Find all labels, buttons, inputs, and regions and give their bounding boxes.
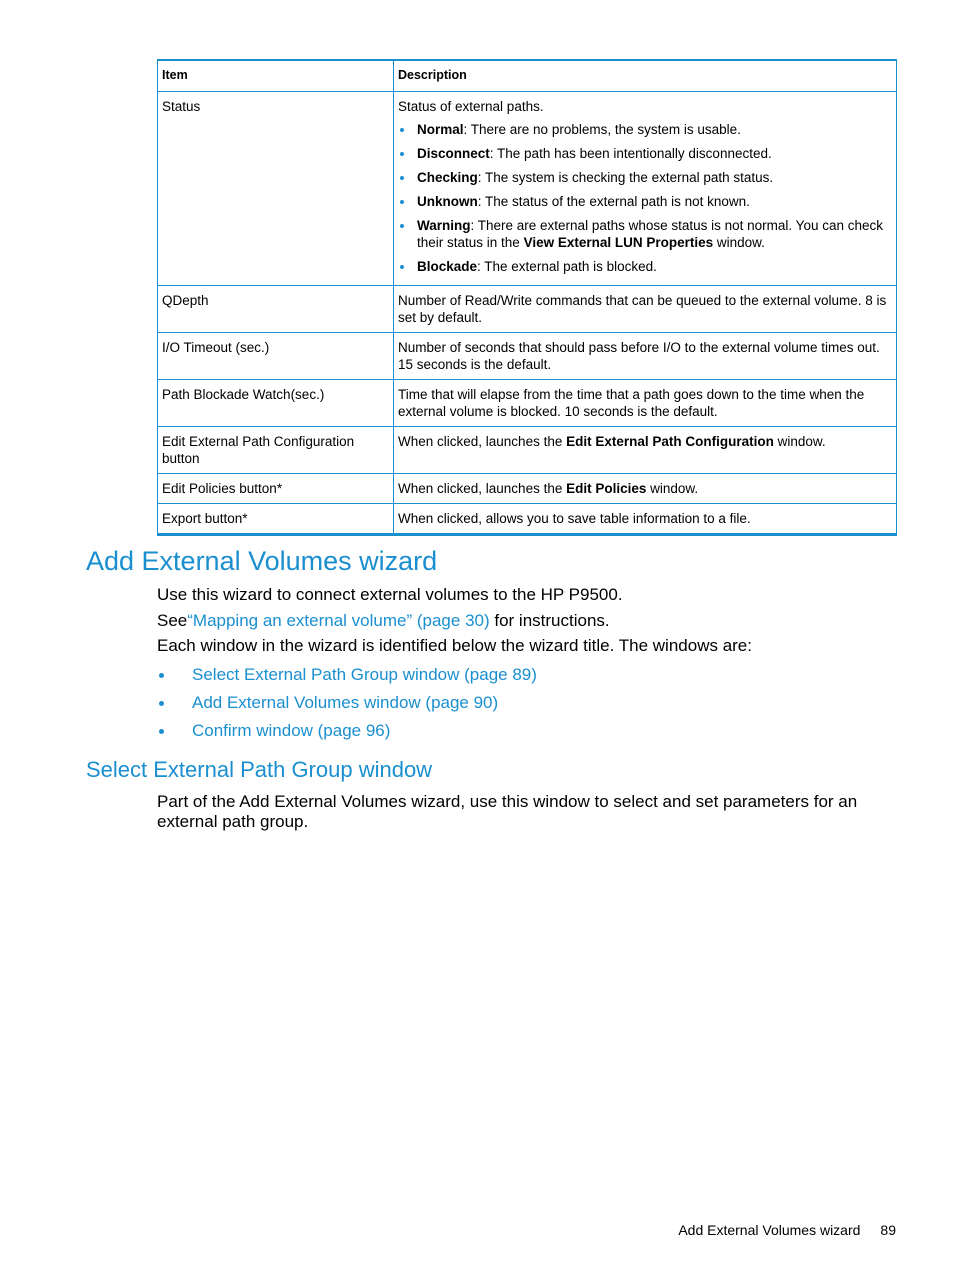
item-cell: Status <box>158 92 394 286</box>
bullet-icon <box>400 200 404 204</box>
status-text: : The path has been intentionally disconnected. <box>489 146 772 161</box>
select-path-group-link[interactable]: Select External Path Group window (page 89) <box>192 665 537 684</box>
status-term: Warning <box>417 218 471 233</box>
table-row <box>158 380 897 427</box>
description-text: window. <box>646 481 699 496</box>
intro-paragraph: Use this wizard to connect external volumes to the HP P9500. <box>157 585 623 604</box>
item-cell: I/O Timeout (sec.) <box>158 333 394 380</box>
list-item <box>398 145 891 162</box>
bullet-icon <box>400 176 404 180</box>
select-path-group-paragraph: Part of the Add External Volumes wizard, use this window to select and set parameters for an external path group. <box>157 792 858 831</box>
section-heading-select-path-group: Select External Path Group window <box>86 757 433 782</box>
table-row <box>158 333 897 380</box>
status-text: window. <box>713 235 765 250</box>
status-text: : The system is checking the external path status. <box>477 170 774 185</box>
bullet-icon <box>400 224 404 228</box>
mapping-volume-link[interactable]: “Mapping an external volume” (page 30) <box>187 611 490 630</box>
bullet-icon <box>159 729 164 734</box>
list-item <box>157 692 537 720</box>
description-cell: Number of Read/Write commands that can be queued to the external volume. 8 is set by default. <box>394 286 897 333</box>
wizard-windows-list <box>157 664 537 748</box>
table-row <box>158 504 897 535</box>
list-item <box>398 169 891 186</box>
table-row <box>158 474 897 504</box>
list-item <box>398 258 891 275</box>
windows-paragraph: Each window in the wizard is identified below the wizard title. The windows are: <box>157 636 752 655</box>
description-intro: Status of external paths. <box>398 99 544 114</box>
status-term: Blockade <box>417 259 478 274</box>
description-cell <box>394 92 897 286</box>
status-term: Disconnect <box>417 146 490 161</box>
list-item <box>398 121 891 138</box>
status-term: Normal <box>417 122 464 137</box>
section-heading-add-external-volumes: Add External Volumes wizard <box>86 546 438 576</box>
window-name: Edit Policies <box>566 481 647 496</box>
item-cell: Edit External Path Configuration button <box>158 427 394 474</box>
footer-section-title: Add External Volumes wizard <box>678 1222 861 1238</box>
column-header-item: Item <box>158 60 394 92</box>
add-volumes-window-link[interactable]: Add External Volumes window (page 90) <box>192 693 499 712</box>
status-text: : The status of the external path is not known. <box>477 194 750 209</box>
list-item <box>398 193 891 210</box>
table-row <box>158 427 897 474</box>
bullet-icon <box>159 701 164 706</box>
bullet-icon <box>159 673 164 678</box>
description-cell <box>394 474 897 504</box>
bullet-icon <box>400 265 404 269</box>
see-paragraph <box>157 611 610 631</box>
table-row <box>158 92 897 286</box>
description-cell <box>394 427 897 474</box>
description-text: When clicked, launches the <box>398 434 567 449</box>
item-cell: Export button* <box>158 504 394 535</box>
description-cell: Number of seconds that should pass before I/O to the external volume times out. 15 seconds is the default. <box>394 333 897 380</box>
status-term: Checking <box>417 170 478 185</box>
column-header-description: Description <box>394 60 897 92</box>
item-cell: QDepth <box>158 286 394 333</box>
table-row <box>158 286 897 333</box>
window-name: View External LUN Properties <box>523 235 714 250</box>
status-list <box>398 121 891 275</box>
description-cell: Time that will elapse from the time that a path goes down to the time when the external volume is blocked. 10 seconds is the default. <box>394 380 897 427</box>
list-item <box>157 720 537 748</box>
description-text: window. <box>773 434 826 449</box>
bullet-icon <box>400 128 404 132</box>
description-cell: When clicked, allows you to save table information to a file. <box>394 504 897 535</box>
status-text: : There are external paths whose status is not normal. You can check their status in the <box>417 218 883 250</box>
status-text: : The external path is blocked. <box>477 259 657 274</box>
status-term: Unknown <box>417 194 478 209</box>
item-cell: Edit Policies button* <box>158 474 394 504</box>
page-footer <box>600 1222 896 1238</box>
description-text: When clicked, launches the <box>398 481 567 496</box>
window-name: Edit External Path Configuration <box>566 434 774 449</box>
list-item <box>398 217 891 251</box>
page-number: 89 <box>880 1222 896 1238</box>
see-prefix: See <box>157 611 188 630</box>
item-cell: Path Blockade Watch(sec.) <box>158 380 394 427</box>
bullet-icon <box>400 152 404 156</box>
item-description-table <box>157 59 897 536</box>
table-header-row <box>158 60 897 92</box>
confirm-window-link[interactable]: Confirm window (page 96) <box>192 721 391 740</box>
status-text: : There are no problems, the system is usable. <box>463 122 741 137</box>
see-suffix: for instructions. <box>489 611 610 630</box>
list-item <box>157 664 537 692</box>
